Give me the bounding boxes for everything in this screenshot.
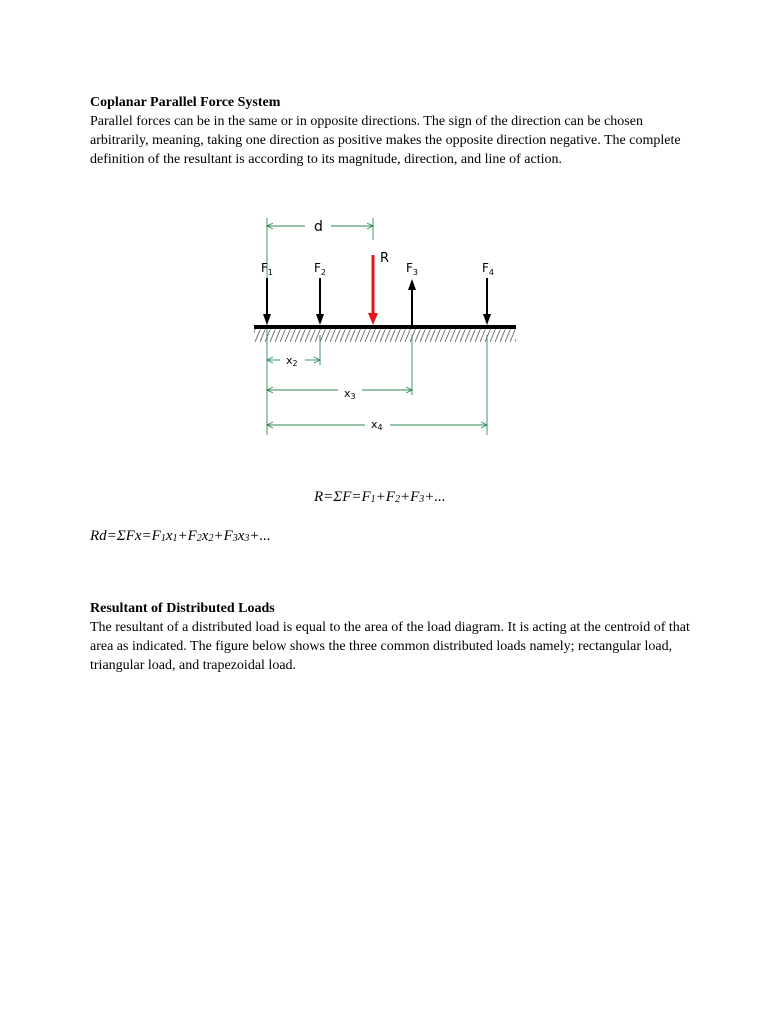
section-distributed-loads [90,599,690,675]
force-diagram-svg [250,210,525,445]
label-f2: $F_2$ [314,261,326,277]
resultant-r-arrow [368,255,378,325]
label-x2: x2 [286,354,298,368]
section-paragraph: Parallel forces can be in the same or in opposite directions. The sign of the direction can be chosen arbitrarily, meaning, taking one direction as positive makes the opposite direction negative. The complete definition of the resultant is according to its magnitude, direction, and line of action. [90,114,681,167]
label-f4: $F_4$ [482,261,494,277]
equation-moment: $Rd=\Sigma Fx=F_1x_1+F_2x_2+F_3x_3+$... [90,528,271,544]
label-r: R [380,251,390,266]
section-paragraph: The resultant of a distributed load is equal to the area of the load diagram. It is acting at the centroid of that area as indicated. The figure below shows the three common distributed loads namely; rectangular load, triangular load, and trapezoidal load. [90,620,690,673]
ground-hatch [254,329,516,342]
label-f3: $F_3$ [406,261,418,277]
label-f1: $F_1$ [261,261,273,277]
force-f1-arrow [263,278,271,325]
label-d: d [314,219,323,235]
section-coplanar [90,93,690,169]
beam [254,325,516,329]
force-f3-arrow [408,279,416,325]
section-title: Coplanar Parallel Force System [90,95,281,110]
force-f4-arrow [483,278,491,325]
section-title: Resultant of Distributed Loads [90,601,275,616]
equation-resultant: $R=\Sigma F=F_1+F_2+F_3+$... [314,489,446,505]
label-x3: x3 [344,387,356,401]
label-x4: x4 [371,418,383,432]
parallel-force-diagram [250,210,525,445]
force-f2-arrow [316,278,324,325]
